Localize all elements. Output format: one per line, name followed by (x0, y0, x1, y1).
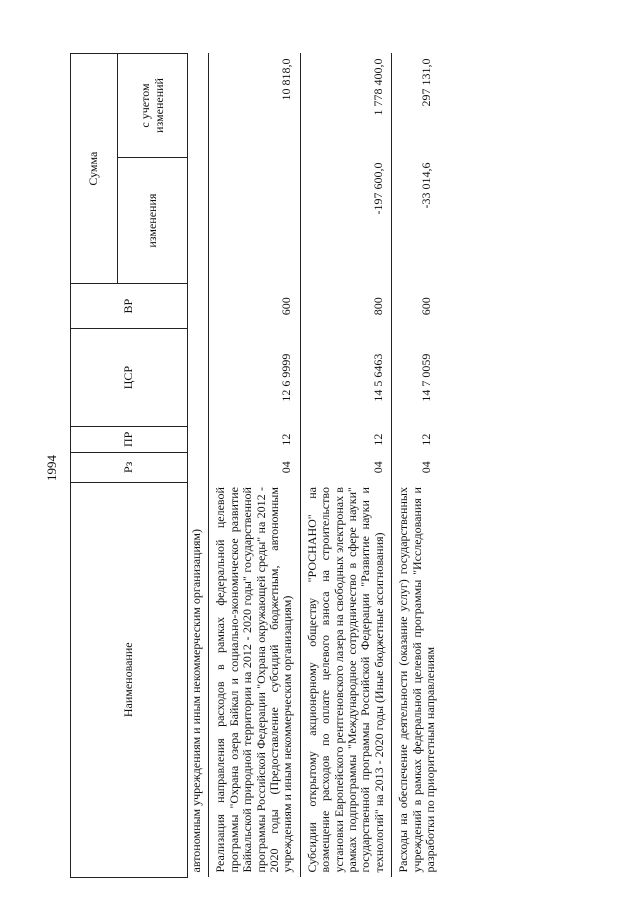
table-row (392, 54, 440, 878)
header-change: изменения (118, 157, 188, 283)
row-change: -197 600,0 (300, 157, 391, 283)
header-sum: Сумма (71, 54, 118, 284)
row-name: Реализация направления расходов в рамках федеральной целевой программы "Охрана озера Байкал и социально-экономическое развитие Байкальской природной территории на 2012 - 2020 годы" государственной программы Российской Федерации "Охрана окружающей среды" на 2012 - 2020 годы (Предоставление субсидий бюджетным, автономным учреждениям и иным некоммерческим организациям) (209, 482, 300, 877)
header-vr: ВР (71, 284, 188, 329)
row-name: Расходы на обеспечение деятельности (оказание услуг) государственных учреждений в рамках федеральной целевой программы "Исследования и разработки по приоритетным направлениям (392, 482, 440, 877)
table-body (188, 54, 440, 878)
row-change (209, 157, 300, 283)
row-pr: 12 (300, 427, 391, 453)
row-vr: 800 (300, 284, 391, 329)
row-change: -33 014,6 (392, 157, 440, 283)
row-pr: 12 (392, 427, 440, 453)
row-rz: 04 (209, 453, 300, 483)
row-total: 1 778 400,0 (300, 54, 391, 158)
row-name: Субсидии открытому акционерному обществу "РОСНАНО" на возмещение расходов по оплате целевого взноса на строительство установки Европейского рентгеновского лазера на свободных электронах в рамках подпрограммы "Международное сотрудничество в сфере науки" государственной программы Российской Федерации "Развитие науки и технологий" на 2013 - 2020 годы (Иные бюджетные ассигнования) (300, 482, 391, 877)
row-total: 10 818,0 (209, 54, 300, 158)
row-vr: 600 (392, 284, 440, 329)
row-rz: 04 (392, 453, 440, 483)
row-csr: 12 6 9999 (209, 329, 300, 427)
row-vr (188, 284, 209, 329)
row-csr: 14 5 6463 (300, 329, 391, 427)
row-rz (188, 453, 209, 483)
header-csr: ЦСР (71, 329, 188, 427)
row-change (188, 157, 209, 283)
row-csr: 14 7 0059 (392, 329, 440, 427)
row-rz: 04 (300, 453, 391, 483)
header-pr: ПР (71, 427, 188, 453)
row-vr: 600 (209, 284, 300, 329)
header-rz: Рз (71, 453, 188, 483)
rotated-table-container (70, 53, 588, 878)
budget-table (70, 53, 440, 878)
row-total: 297 131,0 (392, 54, 440, 158)
header-with-changes: с учетом изменений (118, 54, 188, 158)
row-csr (188, 329, 209, 427)
page-number (42, 448, 62, 488)
header-name: Наименование (71, 482, 188, 877)
table-row (300, 54, 391, 878)
page-number-text: 1994 (44, 455, 59, 481)
row-total (188, 54, 209, 158)
table-header (71, 54, 188, 878)
row-pr: 12 (209, 427, 300, 453)
table-row (188, 54, 209, 878)
table-row (209, 54, 300, 878)
row-pr (188, 427, 209, 453)
row-name: автономным учреждениям и иным некоммерческим организациям) (189, 528, 203, 873)
